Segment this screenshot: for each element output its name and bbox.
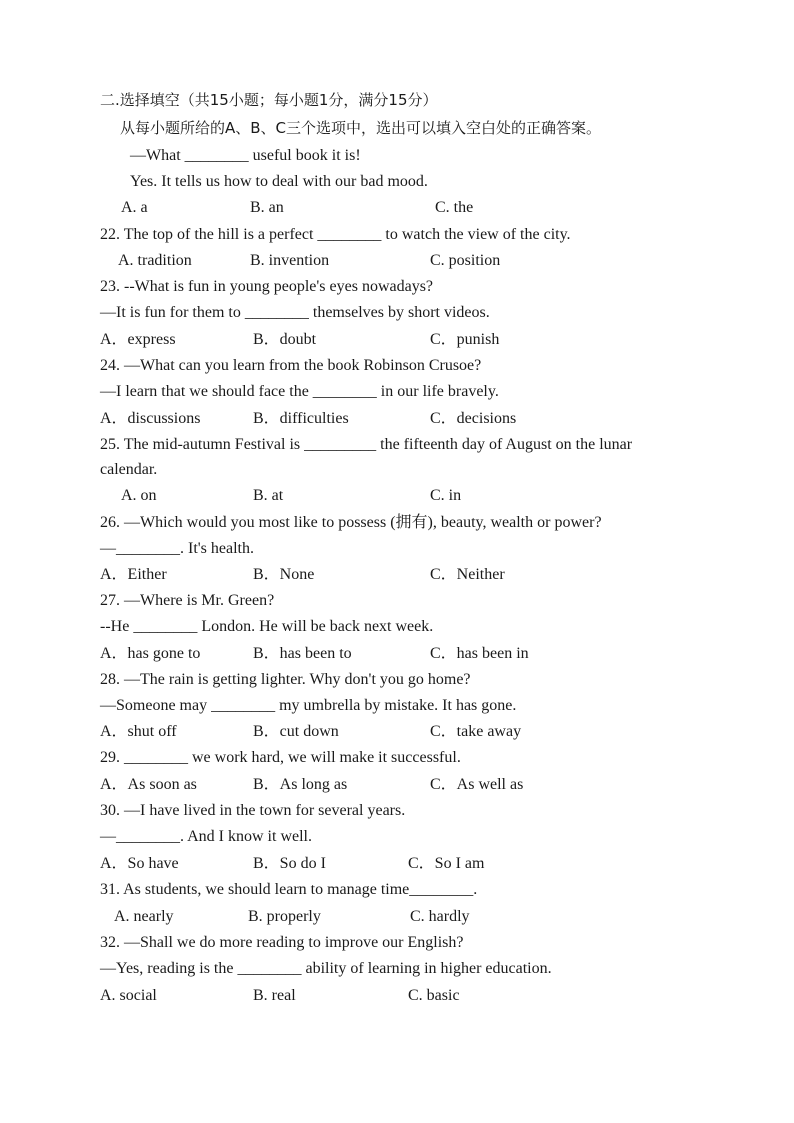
option-c: C．take away xyxy=(430,723,522,740)
option-b: B．difficulties xyxy=(253,410,349,427)
option-b: B．As long as xyxy=(253,776,348,793)
option-c: C．Neither xyxy=(430,566,505,583)
option-c: C. in xyxy=(430,487,462,504)
question-line: 27. —Where is Mr. Green? xyxy=(100,592,275,609)
option-c: C．punish xyxy=(430,331,500,348)
option-b: B. an xyxy=(250,199,284,216)
option-c: C. basic xyxy=(408,987,460,1004)
question-line: --He ________ London. He will be back next week. xyxy=(100,618,434,635)
option-a: A．discussions xyxy=(100,410,201,427)
question-line: 31. As students, we should learn to manage time________. xyxy=(100,881,478,898)
option-a: A. tradition xyxy=(118,252,192,269)
question-line: 23. --What is fun in young people's eyes nowadays? xyxy=(100,278,434,295)
option-a: A. social xyxy=(100,987,157,1004)
option-a: A．shut off xyxy=(100,723,177,740)
option-b: B．So do I xyxy=(253,855,326,872)
question-line: 29. ________ we work hard, we will make it successful. xyxy=(100,749,461,766)
question-line: —What ________ useful book it is! xyxy=(130,147,361,164)
question-line: calendar. xyxy=(100,461,158,478)
question-line: —Yes, reading is the ________ ability of learning in higher education. xyxy=(100,960,552,977)
question-line: 25. The mid-autumn Festival is _________ the fifteenth day of August on the lunar xyxy=(100,436,633,453)
question-line: —________. It's health. xyxy=(100,540,254,557)
question-line: —Someone may ________ my umbrella by mistake. It has gone. xyxy=(100,697,517,714)
option-b: B．has been to xyxy=(253,645,352,662)
option-c: C. the xyxy=(435,199,474,216)
option-c: C. hardly xyxy=(410,908,470,925)
option-a: A. on xyxy=(121,487,157,504)
section-header: 二.选择填空（共15小题；每小题1分，满分15分） xyxy=(100,91,438,109)
question-line: —________. And I know it well. xyxy=(100,828,312,845)
option-b: B．cut down xyxy=(253,723,339,740)
option-b: B．None xyxy=(253,566,315,583)
option-a: A．So have xyxy=(100,855,179,872)
question-line: 32. —Shall we do more reading to improve our English? xyxy=(100,934,464,951)
option-c: C. position xyxy=(430,252,501,269)
question-line: —I learn that we should face the ________ in our life bravely. xyxy=(100,383,499,400)
option-a: A．Either xyxy=(100,566,167,583)
question-line: 28. —The rain is getting lighter. Why don't you go home? xyxy=(100,671,471,688)
option-a: A. nearly xyxy=(114,908,174,925)
question-line: Yes. It tells us how to deal with our bad mood. xyxy=(130,173,428,190)
question-line: 30. —I have lived in the town for several years. xyxy=(100,802,406,819)
option-c: C．So I am xyxy=(408,855,485,872)
option-b: B. real xyxy=(253,987,296,1004)
question-line: 26. —Which would you most like to possess (拥有), beauty, wealth or power? xyxy=(100,514,602,531)
option-b: B. properly xyxy=(248,908,321,925)
option-c: C．has been in xyxy=(430,645,529,662)
option-a: A．express xyxy=(100,331,176,348)
section-instruction: 从每小题所给的A、B、C三个选项中，选出可以填入空白处的正确答案。 xyxy=(120,119,602,137)
option-a: A. a xyxy=(121,199,148,216)
option-b: B. invention xyxy=(250,252,330,269)
option-b: B. at xyxy=(253,487,284,504)
option-b: B．doubt xyxy=(253,331,317,348)
question-line: —It is fun for them to ________ themselves by short videos. xyxy=(100,304,490,321)
question-line: 22. The top of the hill is a perfect ________ to watch the view of the city. xyxy=(100,226,571,243)
option-a: A．As soon as xyxy=(100,776,197,793)
option-a: A．has gone to xyxy=(100,645,201,662)
question-line: 24. —What can you learn from the book Robinson Crusoe? xyxy=(100,357,482,374)
option-c: C．decisions xyxy=(430,410,517,427)
option-c: C．As well as xyxy=(430,776,524,793)
